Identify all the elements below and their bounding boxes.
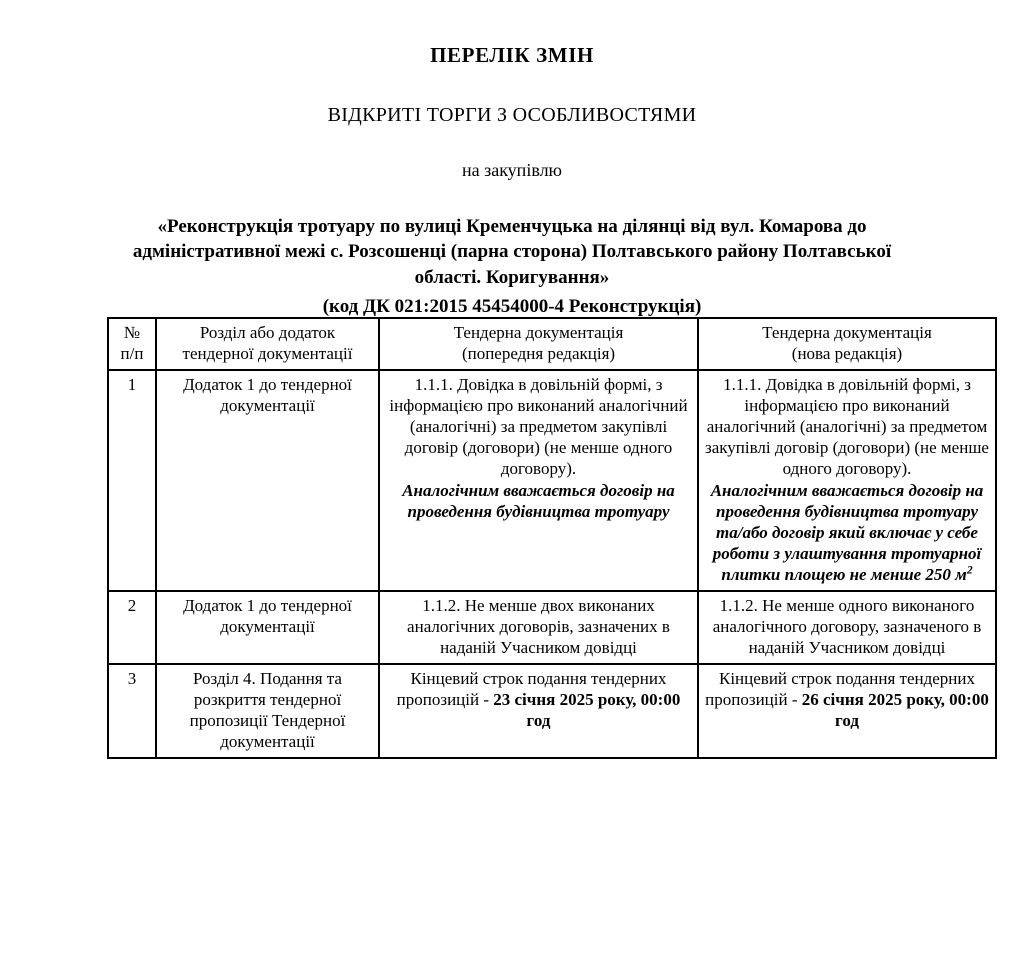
procurement-object-code: (код ДК 021:2015 45454000-4 Реконструкція) <box>322 295 702 317</box>
old-edition-plain-text: 1.1.2. Не менше двох виконаних аналогічних договорів, зазначених в наданій Учасником довідці <box>407 595 670 658</box>
procurement-object-name: «Реконструкція тротуару по вулиці Кременчуцька на ділянці від вул. Комарова до адміністративної межі с. Розсошенці (парна сторона) Полтавського району Полтавської області. Коригування» <box>132 215 892 289</box>
table-header-row <box>108 318 996 370</box>
row-new-edition <box>698 664 996 758</box>
column-header-section-line1: Розділ або додаток <box>199 323 336 342</box>
table-row <box>108 664 996 758</box>
old-edition-plain-text: 1.1.1. Довідка в довільній формі, з інформацією про виконаний аналогічний (аналогічні) за предметом закупівлі договір (договори) (не менше одного договору). <box>389 375 688 479</box>
row-old-edition <box>379 591 698 664</box>
row-section: Розділ 4. Подання та розкриття тендерної пропозиції Тендерної документації <box>156 664 379 758</box>
row-number: 1 <box>108 370 156 591</box>
row-number: 3 <box>108 664 156 758</box>
table-row <box>108 370 996 591</box>
old-edition-deadline-date: 23 січня 2025 року, 00:00 год <box>493 690 681 731</box>
row-old-edition <box>379 370 698 591</box>
column-header-old-edition-line1: Тендерна документація <box>453 323 624 342</box>
column-header-new-edition-line1: Тендерна документація <box>762 323 932 342</box>
row-number: 2 <box>108 591 156 664</box>
column-header-new-edition <box>698 318 996 370</box>
purpose-label: на закупівлю <box>461 160 563 181</box>
row-new-edition <box>698 370 996 591</box>
new-edition-deadline <box>704 668 990 731</box>
new-edition-deadline-prefix: Кінцевий строк подання тендерних пропозицій - <box>705 669 975 710</box>
column-header-old-edition <box>379 318 698 370</box>
procurement-type-subtitle: ВІДКРИТІ ТОРГИ З ОСОБЛИВОСТЯМИ <box>327 104 697 127</box>
table-row <box>108 591 996 664</box>
column-header-section-line2: тендерної документації <box>182 344 353 364</box>
row-section: Додаток 1 до тендерної документації <box>156 370 379 591</box>
column-header-section <box>156 318 379 370</box>
column-header-number <box>108 318 156 370</box>
changes-table-container <box>107 317 995 759</box>
changes-table <box>107 317 997 759</box>
old-edition-deadline <box>385 668 692 731</box>
new-edition-plain-text: 1.1.1. Довідка в довільній формі, з інформацією про виконаний аналогічний (аналогічні) за предметом закупівлі договір (договори) (не менше одного договору). <box>705 375 989 479</box>
row-section: Додаток 1 до тендерної документації <box>156 591 379 664</box>
new-edition-emphasis-main: Аналогічним вважається договір на проведення будівництва тротуару та/або договір який включає у себе роботи з улаштування тротуарної плитки площею не менше 250 м <box>710 480 984 584</box>
new-edition-deadline-date: 26 січня 2025 року, 00:00 год <box>801 690 989 731</box>
column-header-new-edition-line2: (нова редакція) <box>791 344 903 364</box>
column-header-old-edition-line2: (попередня редакція) <box>461 344 616 364</box>
row-old-edition <box>379 664 698 758</box>
new-edition-emphasis-superscript: 2 <box>966 563 973 577</box>
new-edition-plain-text: 1.1.2. Не менше одного виконаного аналогічного договору, зазначеного в наданій Учасником довідці <box>712 595 982 658</box>
old-edition-emphasis-text: Аналогічним вважається договір на проведення будівництва тротуару <box>402 480 675 521</box>
column-header-number-line2: п/п <box>120 344 144 364</box>
row-new-edition <box>698 591 996 664</box>
new-edition-emphasis-text <box>704 480 990 585</box>
page-title: ПЕРЕЛІК ЗМІН <box>430 43 594 67</box>
column-header-number-line1: № <box>123 323 141 342</box>
old-edition-deadline-prefix: Кінцевий строк подання тендерних пропозицій - <box>396 669 667 710</box>
